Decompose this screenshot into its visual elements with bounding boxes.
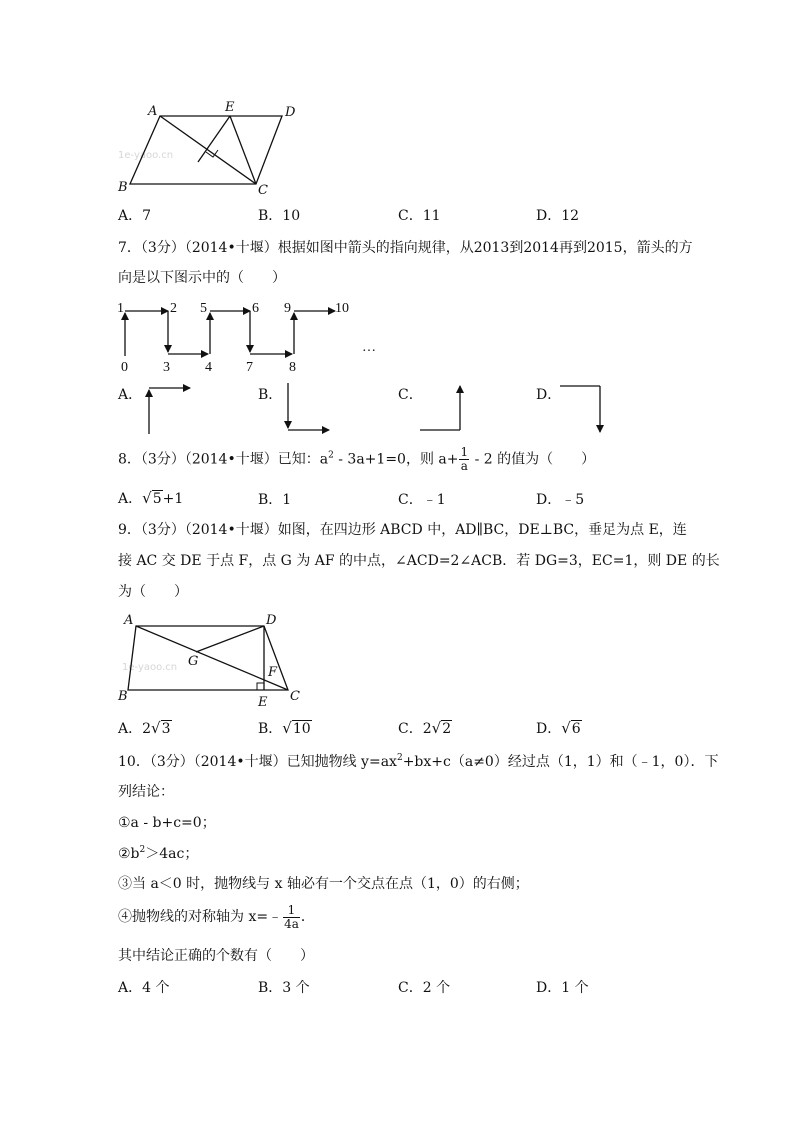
- q8-fraction: $\frac{1}{a}$: [460, 445, 469, 473]
- q10-conclusion-3: ③当 a＜0 时，抛物线与 x 轴必有一个交点在点（1，0）的右侧；: [118, 876, 529, 892]
- segment-dg: [196, 626, 264, 652]
- q7-option-d-arrow: [558, 378, 618, 438]
- q9-stem-line3: 为（ ）: [118, 584, 188, 600]
- q7-option-c-arrow: [418, 378, 478, 438]
- segment-ec: [230, 116, 256, 184]
- q9-option-c: C．2√2: [398, 719, 452, 737]
- q10-conclusion-4: ④抛物线的对称轴为 x=﹣ $\frac{1}{4a}$ ．: [118, 902, 315, 931]
- seq-2: 2: [170, 301, 177, 316]
- q9-option-d: D．√6: [536, 719, 581, 737]
- q7-arrow-sequence-figure: [110, 296, 410, 376]
- q10-summary: 其中结论正确的个数有（ ）: [118, 948, 314, 964]
- q6-option-d: D．12: [536, 208, 580, 224]
- label-a: A: [124, 613, 134, 628]
- seq-1: 1: [117, 301, 124, 316]
- seq-3: 3: [163, 360, 170, 375]
- label-b: B: [118, 180, 128, 195]
- q9-stem-line1: 9．（3分）（2014•十堰）如图，在四边形 ABCD 中，AD∥BC，DE⊥BC，垂足为点 E，连: [118, 522, 687, 538]
- q8-option-a: A．√5+1: [118, 489, 184, 507]
- q9-option-a: A．2√3: [118, 719, 171, 737]
- seq-7: 7: [246, 360, 253, 375]
- q9-stem-line2: 接 AC 交 DE 于点 F，点 G 为 AF 的中点，∠ACD=2∠ACB．若 DG=3，EC=1，则 DE 的长: [118, 553, 720, 569]
- q10-option-a: A．4 个: [118, 980, 170, 996]
- q6-option-c: C．11: [398, 208, 441, 224]
- q6-option-b: B．10: [258, 208, 301, 224]
- watermark: 1e-yaoo.cn: [118, 150, 174, 161]
- seq-9: 9: [284, 301, 291, 316]
- label-c: C: [290, 689, 300, 704]
- q6-option-a: A．7: [118, 208, 152, 224]
- q10-option-b: B．3 个: [258, 980, 310, 996]
- label-d: D: [285, 105, 296, 120]
- label-b: B: [118, 689, 128, 704]
- right-angle-mark: [257, 683, 264, 690]
- q7-option-a-label: A．: [118, 387, 143, 403]
- q6-parallelogram-figure: [110, 96, 320, 201]
- diagonal-ac: [136, 626, 288, 690]
- q10-conclusion-1: ①a - b+c=0；: [118, 815, 216, 831]
- diagonal-ac: [160, 116, 256, 184]
- seq-6: 6: [252, 301, 259, 316]
- q7-option-d-label: D．: [536, 387, 562, 403]
- label-f: F: [268, 665, 278, 680]
- label-e: E: [225, 100, 235, 115]
- q8-option-c: C．﹣1: [398, 492, 446, 508]
- seq-8: 8: [289, 360, 296, 375]
- q10-fraction: $\frac{1}{4a}$: [284, 902, 299, 931]
- q8-option-d: D．﹣5: [536, 492, 585, 508]
- seq-4: 4: [205, 360, 212, 375]
- seq-0: 0: [121, 360, 128, 375]
- q10-stem-line1: 10．（3分）（2014•十堰）已知抛物线 $y=ax^2+bx+c(a\ne 0)$经过点（1，1）和（﹣1，0）．下: [118, 753, 719, 770]
- q7-option-b-label: B．: [258, 387, 283, 403]
- label-e: E: [258, 695, 268, 710]
- watermark: 1e-yaoo.cn: [122, 662, 178, 673]
- q7-stem-line2: 向是以下图示中的（ ）: [118, 270, 286, 286]
- label-d: D: [266, 613, 277, 628]
- q7-option-c-label: C．: [398, 387, 423, 403]
- q7-option-b-arrow: [280, 378, 340, 438]
- seq-5: 5: [200, 301, 207, 316]
- q10-option-d: D．1 个: [536, 980, 589, 996]
- label-c: C: [258, 183, 268, 198]
- label-a: A: [148, 104, 158, 119]
- q7-stem-line1: 7．（3分）（2014•十堰）根据如图中箭头的指向规律，从2013到2014再到2015，箭头的方: [118, 240, 693, 256]
- q9-quadrilateral-figure: [112, 610, 312, 712]
- q10-option-c: C．2 个: [398, 980, 451, 996]
- q7-option-a-arrow: [140, 378, 200, 438]
- label-g: G: [188, 654, 199, 669]
- seq-10: 10: [335, 301, 349, 316]
- q9-option-b: B．√10: [258, 719, 311, 737]
- q8-stem: 8．（3分）（2014•十堰）已知：$a^2 - 3a+1=0$，则 a+ $\frac{1}{a}$ - 2 的值为（ ）: [118, 445, 596, 473]
- q8-option-b: B．1: [258, 492, 292, 508]
- q10-stem-line2: 列结论：: [118, 784, 174, 800]
- ellipsis: …: [362, 340, 376, 355]
- q10-conclusion-2: $②b^2>4ac$；: [118, 845, 199, 862]
